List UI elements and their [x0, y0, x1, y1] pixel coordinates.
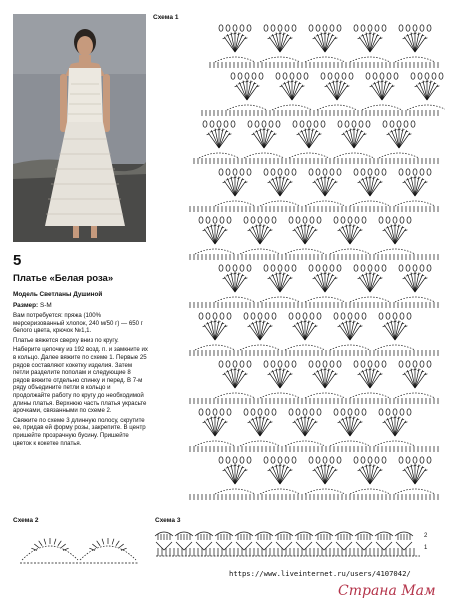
- para-2: Наберите цепочку из 192 возд. п. и замкните их в кольцо. Далее вяжите по схеме 1. Первые 25 рядов составляют кокетку изделия. Затем петли разделите пополам и следующие 8 рядов вяжите отдельно спинку и перед. В 7-м ряду объедините петли в кольцо и продолжайте работу по кругу до необходимой длины платья. Верхнюю часть платья украсьте арочками, связанными по схеме 2.: [13, 346, 148, 415]
- scheme-1-label: Схема 1: [153, 14, 179, 21]
- size-value: S-M: [39, 302, 52, 309]
- scheme-2-chart: [20, 530, 138, 570]
- scheme-3-chart: [152, 528, 422, 568]
- model-credit: Модель Светланы Душиной: [13, 291, 103, 298]
- pattern-number: 5: [13, 252, 22, 269]
- scheme-2-label: Схема 2: [13, 517, 39, 524]
- pattern-title: Платье «Белая роза»: [13, 273, 114, 284]
- row-mark-1: 1: [424, 545, 428, 551]
- size-label: Размер:: [13, 302, 39, 309]
- watermark-logo: Страна Мам: [338, 583, 436, 599]
- row-mark-2: 2: [424, 533, 428, 539]
- para-3: Свяжите по схеме 3 длинную полосу, скрутите ее, придав ей форму розы, закрепите. В центр пришейте прозрачную бусину. Пришейте цветок к кокетке платья.: [13, 416, 146, 447]
- para-1: Платье вяжется сверху вниз по кругу.: [13, 336, 119, 344]
- source-url: https://www.liveinternet.ru/users/4107042/: [229, 569, 411, 578]
- scheme-3-label: Схема 3: [155, 517, 181, 524]
- scheme-1-chart: [160, 12, 445, 510]
- instructions: [13, 312, 148, 449]
- size-line: [13, 302, 52, 309]
- materials: Вам потребуется: пряжа (100% мерсеризованный хлопок, 240 м/50 г) — 650 г белого цвета, крючок №1,1.: [13, 312, 143, 335]
- model-photo: [13, 14, 146, 242]
